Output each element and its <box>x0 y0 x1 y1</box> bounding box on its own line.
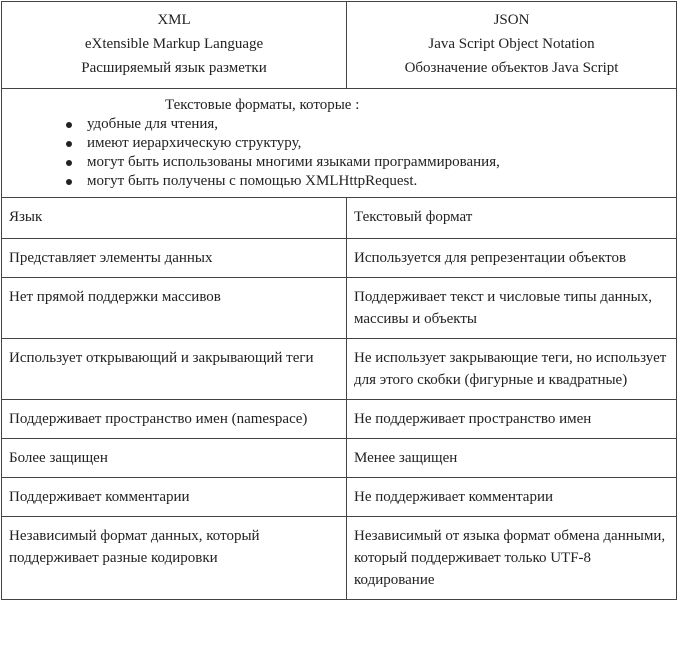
xml-full-name: eXtensible Markup Language <box>84 36 264 52</box>
json-cell: Менее защищен <box>347 439 677 478</box>
json-cell: Поддерживает текст и числовые типы данных, массивы и объекты <box>347 278 677 339</box>
list-item: могут быть использованы многими языками программирования, <box>87 153 669 172</box>
xml-cell: Представляет элементы данных <box>2 239 347 278</box>
common-intro: Текстовые форматы, которые : <box>165 97 360 113</box>
xml-cell: Поддерживает комментарии <box>2 478 347 517</box>
xml-cell: Независимый формат данных, который поддерживает разные кодировки <box>2 517 347 600</box>
table-row <box>2 478 677 517</box>
table-row <box>2 198 677 239</box>
list-item: могут быть получены с помощью XMLHttpRequest. <box>87 172 669 191</box>
table-row <box>2 278 677 339</box>
json-full-name: Java Script Object Notation <box>428 36 595 52</box>
xml-cell: Нет прямой поддержки массивов <box>2 278 347 339</box>
table-row <box>2 400 677 439</box>
json-cell: Не использует закрывающие теги, но использует для этого скобки (фигурные и квадратные) <box>347 339 677 400</box>
json-title: JSON <box>493 12 530 28</box>
json-cell: Текстовый формат <box>347 198 677 239</box>
xml-cell: Язык <box>2 198 347 239</box>
table-row <box>2 339 677 400</box>
xml-translation: Расширяемый язык разметки <box>81 60 267 76</box>
comparison-table <box>1 1 677 600</box>
common-row <box>2 89 677 198</box>
table-row <box>2 239 677 278</box>
xml-cell: Поддерживает пространство имен (namespace) <box>2 400 347 439</box>
xml-header-cell <box>2 2 347 89</box>
json-header-cell <box>347 2 677 89</box>
xml-cell: Использует открывающий и закрывающий теги <box>2 339 347 400</box>
common-bullet-list <box>9 115 669 191</box>
table-row <box>2 439 677 478</box>
json-cell: Независимый от языка формат обмена данными, который поддерживает только UTF-8 кодирование <box>347 517 677 600</box>
xml-cell: Более защищен <box>2 439 347 478</box>
json-cell: Не поддерживает пространство имен <box>347 400 677 439</box>
table-row <box>2 517 677 600</box>
common-cell <box>2 89 677 198</box>
json-cell: Не поддерживает комментарии <box>347 478 677 517</box>
json-cell: Используется для репрезентации объектов <box>347 239 677 278</box>
list-item: имеют иерархическую структуру, <box>87 134 669 153</box>
json-translation: Обозначение объектов Java Script <box>404 60 619 76</box>
xml-title: XML <box>157 12 191 28</box>
header-row <box>2 2 677 89</box>
list-item: удобные для чтения, <box>87 115 669 134</box>
